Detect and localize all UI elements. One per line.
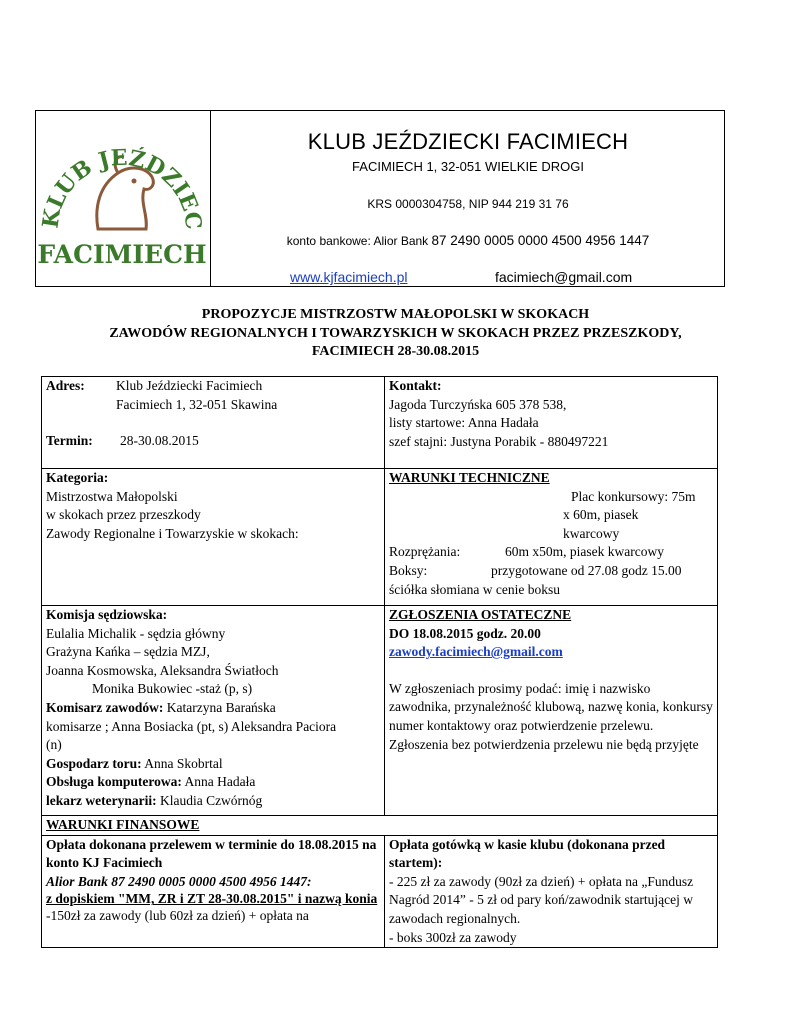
email-address: facimiech@gmail.com <box>495 269 633 285</box>
category-label: Kategoria: <box>46 470 109 485</box>
horse-logo-icon <box>36 111 208 285</box>
cash-fee-2: - boks 300zł za zawody <box>389 929 517 945</box>
website-link[interactable]: www.kjfacimiech.pl <box>290 269 408 285</box>
judges-line-1: Eulalia Michalik - sędzia główny <box>46 625 226 641</box>
termin-label: Termin: <box>46 433 93 449</box>
termin-value: 28-30.08.2015 <box>120 433 199 449</box>
address-line-1: Klub Jeździecki Facimiech <box>116 378 263 393</box>
address-line-2: Facimiech 1, 32-051 Skawina <box>116 396 278 412</box>
club-krs: KRS 0000304758, NIP 944 219 31 76 <box>367 197 569 211</box>
judges-line-2: Grażyna Kańka – sędzia MZJ, <box>46 644 210 660</box>
course-designer-value: Anna Skobrtal <box>141 755 223 771</box>
cash-heading: Opłata gotówką w kasie klubu (dokonana przed startem): <box>389 836 666 871</box>
judges-line-4: Monika Bukowiec -staż (p, s) <box>92 681 253 697</box>
contact-line-2: listy startowe: Anna Hadała <box>389 415 539 431</box>
bank-account-label: konto bankowe: Alior Bank <box>286 234 429 248</box>
club-name: KLUB JEŹDZIECKI FACIMIECH <box>307 129 629 154</box>
arena-line-1: Plac konkursowy: 75m <box>571 488 696 504</box>
contact-cell <box>385 377 718 469</box>
computer-label: Obsługa komputerowa: <box>46 774 182 790</box>
finance-cash-cell <box>385 835 718 948</box>
judges-label: Komisja sędziowska: <box>46 607 168 622</box>
table-row <box>42 816 718 836</box>
judges-line-3: Joanna Kosmowska, Aleksandra Światłoch <box>46 662 279 678</box>
stables-value: przygotowane od 27.08 godz 15.00 <box>491 562 682 578</box>
logo-arc-text: KLUB JEŹDZIEC <box>37 144 207 231</box>
title-line-3: FACIMIECH 28-30.08.2015 <box>311 344 480 359</box>
category-line-3: Zawody Regionalne i Towarzyskie w skokach: <box>46 525 299 541</box>
address-label: Adres: <box>46 378 85 393</box>
stables-label: Boksy: <box>389 562 428 578</box>
club-logo <box>36 111 211 286</box>
finance-label: WARUNKI FINANSOWE <box>42 816 718 836</box>
table-row <box>42 377 718 469</box>
club-address: FACIMIECH 1, 32-051 WIELKIE DROGI <box>352 159 584 174</box>
club-info <box>212 111 724 286</box>
transfer-heading: Opłata dokonana przelewem w terminie do 18.08.2015 na konto KJ Facimiech <box>46 836 377 871</box>
entries-deadline: DO 18.08.2015 godz. 20.00 <box>389 625 541 641</box>
arena-line-2: x 60m, piasek <box>563 507 639 523</box>
contact-label: Kontakt: <box>389 378 442 393</box>
table-row <box>42 469 718 606</box>
transfer-fee: -150zł za zawody (lub 60zł za dzień) + opłata na <box>46 908 309 924</box>
judges-line-6: (n) <box>46 737 62 753</box>
document-title <box>30 306 761 362</box>
transfer-account: Alior Bank 87 2490 0005 0000 4500 4956 1447: <box>46 873 312 889</box>
category-line-1: Mistrzostwa Małopolski <box>46 488 178 504</box>
judges-cell <box>42 606 385 816</box>
commissioner-value: Katarzyna Barańska <box>163 699 276 715</box>
propositions-table <box>41 376 718 948</box>
title-line-2: ZAWODÓW REGIONALNYCH I TOWARZYSKICH W SKOKACH PRZEZ PRZESZKODY, <box>109 325 682 341</box>
arena-line-3: kwarcowy <box>563 525 620 541</box>
stables-line-2: ściółka słomiana w cenie boksu <box>389 581 560 597</box>
category-cell <box>42 469 385 606</box>
technical-label: WARUNKI TECHNICZNE <box>389 470 550 485</box>
logo-name-text: FACIMIECH <box>37 240 207 269</box>
cash-fee-1: - 225 zł za zawody (90zł za dzień) + opłata na „Fundusz Nagród 2014” - 5 zł od pary koń/zawodnik startującej w zawodach regionalnych. <box>389 873 694 926</box>
entries-label: ZGŁOSZENIA OSTATECZNE <box>389 607 572 622</box>
contact-line-3: szef stajni: Justyna Porabik - 880497221 <box>389 433 609 449</box>
entries-cell <box>385 606 718 816</box>
computer-value: Anna Hadała <box>181 774 256 790</box>
contact-line-1: Jagoda Turczyńska 605 378 538, <box>389 396 567 412</box>
table-row <box>42 606 718 816</box>
bank-account <box>212 233 724 248</box>
vet-label: lekarz weterynarii: <box>46 792 157 808</box>
entries-email-link[interactable]: zawody.facimiech@gmail.com <box>389 644 563 660</box>
finance-transfer-cell <box>42 835 385 948</box>
letterhead <box>35 110 725 287</box>
table-row <box>42 835 718 948</box>
bank-account-number: 87 2490 0005 0000 4500 4956 1447 <box>431 233 650 248</box>
title-line-1: PROPOZYCJE MISTRZOSTW MAŁOPOLSKI W SKOKACH <box>201 307 590 322</box>
commissioner-label: Komisarz zawodów: <box>46 699 164 715</box>
vet-value: Klaudia Czwórnóg <box>156 792 263 808</box>
address-cell <box>42 377 385 469</box>
warmup-label: Rozprężania: <box>389 544 461 560</box>
judges-line-5: komisarze ; Anna Bosiacka (pt, s) Aleksandra Paciora <box>46 718 337 734</box>
warmup-value: 60m x50m, piasek kwarcowy <box>505 544 664 560</box>
category-line-2: w skokach przez przeszkody <box>46 507 201 523</box>
technical-cell <box>385 469 718 606</box>
transfer-note: z dopiskiem "MM, ZR i ZT 28-30.08.2015" i nazwą konia <box>46 891 378 907</box>
entries-text: W zgłoszeniach prosimy podać: imię i nazwisko zawodnika, przynależność klubową, nazwę konia, konkursy numer kontaktowy oraz potwierdzenie przelewu. Zgłoszenia bez potwierdzenia przelewu nie będą przyjęte <box>389 680 713 752</box>
course-designer-label: Gospodarz toru: <box>46 755 142 771</box>
